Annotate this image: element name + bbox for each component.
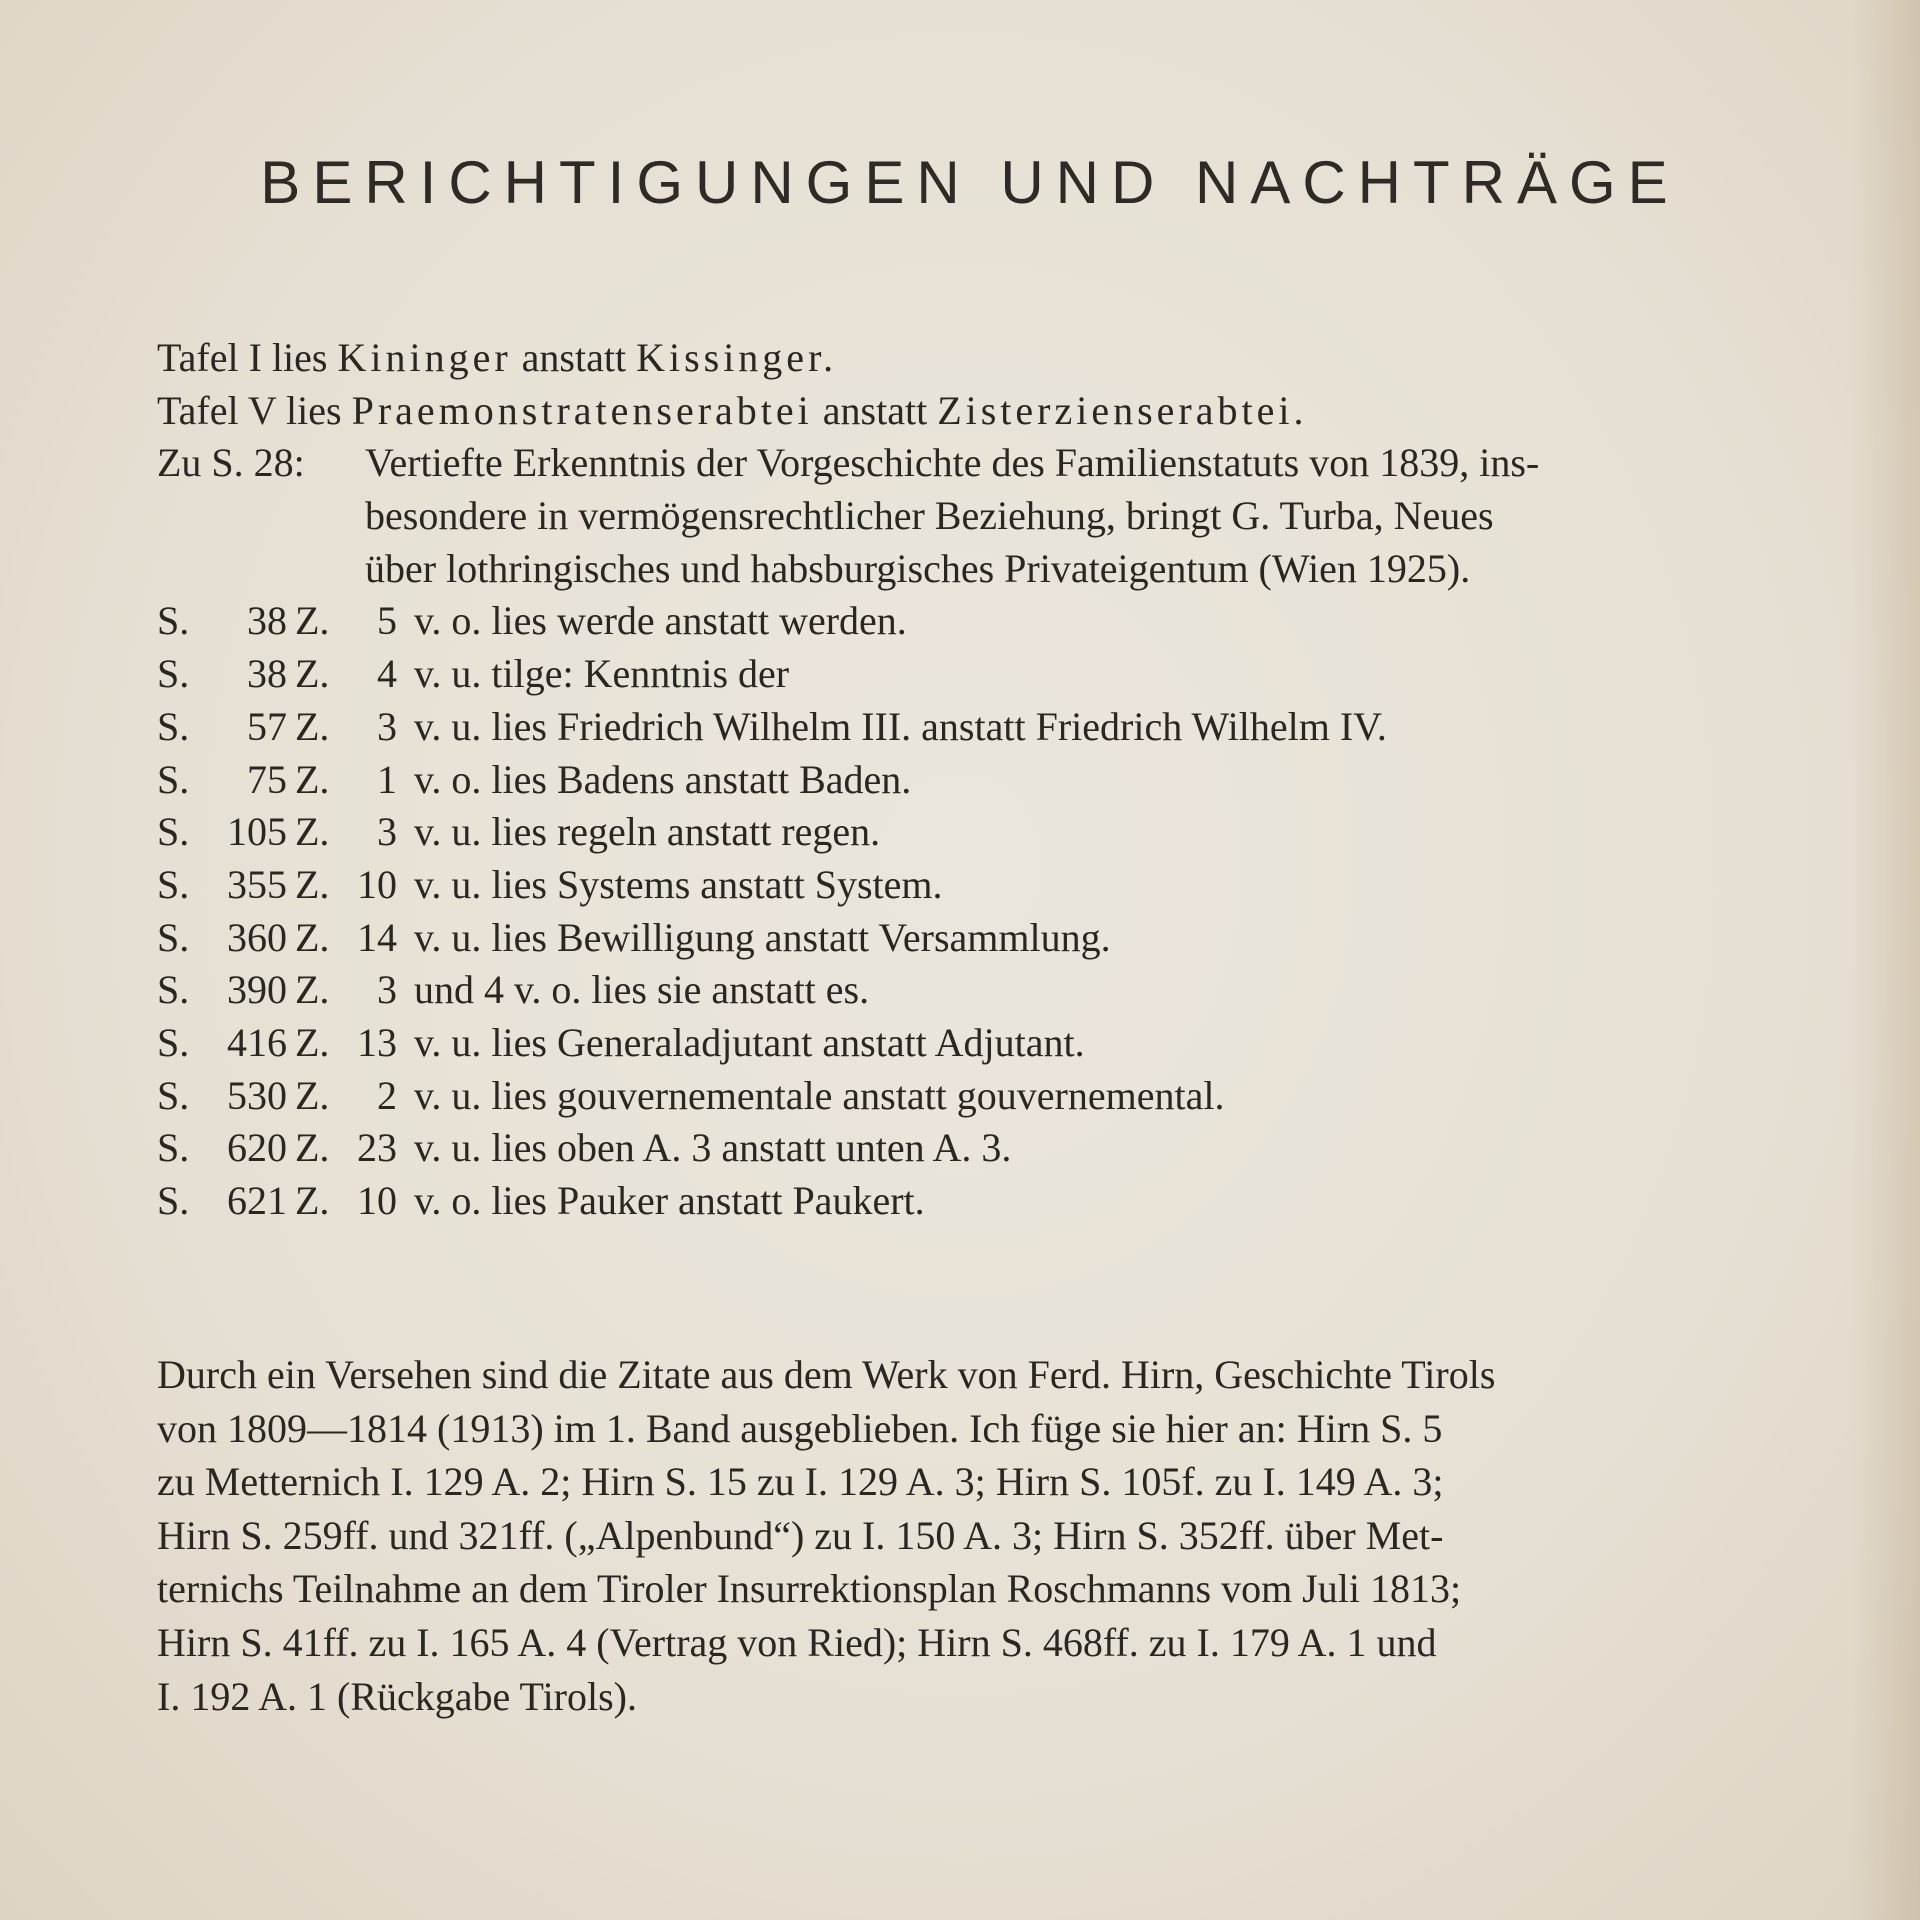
line-number: 4: [377, 651, 397, 697]
tafel-correct: Kininger: [337, 335, 512, 380]
correction-row: [157, 648, 1797, 701]
correction-text: v. o. lies Pauker anstatt Paukert.: [414, 1178, 925, 1223]
zu-line: [157, 437, 1797, 490]
zu-line: [157, 543, 1797, 596]
correction-row: [157, 912, 1797, 965]
s-abbrev: S.: [157, 861, 190, 907]
paragraph-line: ternichs Teilnahme an dem Tiroler Insurrektionsplan Roschmanns vom Juli 1813;: [157, 1566, 1462, 1612]
correction-row: [157, 806, 1797, 859]
corrections-list: [157, 332, 1797, 1228]
z-abbrev: Z.: [295, 598, 330, 644]
line-number: 23: [357, 1125, 397, 1171]
page-number: 530: [227, 1072, 287, 1118]
z-abbrev: Z.: [295, 967, 330, 1013]
page-number: 75: [247, 756, 287, 802]
s-abbrev: S.: [157, 703, 190, 749]
correction-row: [157, 859, 1797, 912]
page-number: 620: [227, 1125, 287, 1171]
line-number: 14: [357, 914, 397, 960]
correction-text: v. u. lies regeln anstatt regen.: [414, 809, 881, 855]
correction-row: [157, 1122, 1797, 1175]
paragraph-line: I. 192 A. 1 (Rückgabe Tirols).: [157, 1673, 637, 1719]
tafel-correct: Praemonstratenserabtei: [351, 387, 813, 433]
line-number: 2: [377, 1072, 397, 1118]
z-abbrev: Z.: [295, 1072, 330, 1118]
tafel-prefix: Tafel V lies: [157, 387, 342, 433]
page-number: 416: [227, 1019, 287, 1065]
line-number: 3: [377, 809, 397, 855]
paragraph-line: Durch ein Versehen sind die Zitate aus dem Werk von Ferd. Hirn, Geschichte Tirols: [157, 1352, 1496, 1397]
s-abbrev: S.: [157, 914, 190, 960]
page-number: 360: [227, 914, 287, 960]
page-number: 105: [227, 809, 287, 855]
s-abbrev: S.: [157, 1072, 190, 1118]
correction-row: [157, 1070, 1797, 1123]
correction-text: v. u. lies Generaladjutant anstatt Adjutant.: [414, 1019, 1085, 1065]
line-number: 3: [377, 967, 397, 1013]
s-abbrev: S.: [157, 756, 190, 802]
s-abbrev: S.: [157, 809, 190, 855]
zu-text: über lothringisches und habsburgisches Privateigentum (Wien 1925).: [365, 545, 1471, 591]
z-abbrev: Z.: [295, 1125, 330, 1171]
addendum-paragraph: [157, 1348, 1797, 1723]
paragraph-line: von 1809—1814 (1913) im 1. Band ausgeblieben. Ich füge sie hier an: Hirn S. 5: [157, 1405, 1443, 1451]
z-abbrev: Z.: [295, 1178, 330, 1223]
tafel-line: [157, 332, 1797, 385]
zu-line: [157, 490, 1797, 543]
page-number: 38: [247, 651, 287, 697]
tafel-mid: anstatt: [822, 387, 928, 433]
tafel-wrong: Zisterzienserabtei.: [937, 387, 1308, 433]
z-abbrev: Z.: [295, 703, 330, 749]
zu-text: besondere in vermögensrechtlicher Beziehung, bringt G. Turba, Neues: [365, 493, 1494, 539]
z-abbrev: Z.: [295, 861, 330, 907]
correction-row: [157, 701, 1797, 754]
z-abbrev: Z.: [295, 756, 330, 802]
zu-label: Zu S. 28:: [157, 440, 305, 486]
correction-row: [157, 754, 1797, 807]
tafel-mid: anstatt: [521, 335, 627, 380]
zu-text: Vertiefte Erkenntnis der Vorgeschichte des Familienstatuts von 1839, ins-: [365, 440, 1540, 486]
page-number: 355: [227, 861, 287, 907]
s-abbrev: S.: [157, 1019, 190, 1065]
z-abbrev: Z.: [295, 809, 330, 855]
correction-text: v. u. lies Friedrich Wilhelm III. anstatt Friedrich Wilhelm IV.: [414, 703, 1387, 749]
paragraph-line: zu Metternich I. 129 A. 2; Hirn S. 15 zu I. 129 A. 3; Hirn S. 105f. zu I. 149 A. 3;: [157, 1459, 1444, 1505]
page-number: 57: [247, 703, 287, 749]
tafel-line: [157, 385, 1797, 438]
z-abbrev: Z.: [295, 914, 330, 960]
s-abbrev: S.: [157, 1125, 190, 1171]
page-number: 390: [227, 967, 287, 1013]
line-number: 13: [357, 1019, 397, 1065]
line-number: 10: [357, 1178, 397, 1223]
correction-text: v. u. lies Bewilligung anstatt Versammlung.: [414, 914, 1111, 960]
correction-text: v. u. lies oben A. 3 anstatt unten A. 3.: [414, 1125, 1012, 1171]
s-abbrev: S.: [157, 967, 190, 1013]
z-abbrev: Z.: [295, 651, 330, 697]
line-number: 3: [377, 703, 397, 749]
s-abbrev: S.: [157, 651, 190, 697]
correction-row: [157, 1175, 1797, 1228]
correction-text: und 4 v. o. lies sie anstatt es.: [414, 967, 870, 1013]
correction-text: v. u. lies Systems anstatt System.: [414, 861, 943, 907]
z-abbrev: Z.: [295, 1019, 330, 1065]
page-number: 621: [227, 1178, 287, 1223]
correction-row: [157, 595, 1797, 648]
line-number: 1: [377, 756, 397, 802]
s-abbrev: S.: [157, 598, 190, 644]
correction-row: [157, 1017, 1797, 1070]
correction-text: v. u. lies gouvernementale anstatt gouvernemental.: [414, 1072, 1225, 1118]
paragraph-line: Hirn S. 41ff. zu I. 165 A. 4 (Vertrag von Ried); Hirn S. 468ff. zu I. 179 A. 1 und: [157, 1619, 1437, 1665]
paragraph-line: Hirn S. 259ff. und 321ff. („Alpenbund“) zu I. 150 A. 3; Hirn S. 352ff. über Met-: [157, 1512, 1444, 1558]
line-number: 10: [357, 861, 397, 907]
s-abbrev: S.: [157, 1178, 190, 1223]
correction-text: v. o. lies Badens anstatt Baden.: [414, 756, 912, 802]
line-number: 5: [377, 598, 397, 644]
correction-text: v. u. tilge: Kenntnis der: [414, 651, 790, 697]
page-title: BERICHTIGUNGEN UND NACHTRÄGE: [260, 149, 1680, 216]
tafel-wrong: Kissinger.: [636, 335, 838, 380]
correction-row: [157, 964, 1797, 1017]
page-number: 38: [247, 598, 287, 644]
correction-text: v. o. lies werde anstatt werden.: [414, 598, 907, 644]
tafel-prefix: Tafel I lies: [157, 335, 328, 380]
